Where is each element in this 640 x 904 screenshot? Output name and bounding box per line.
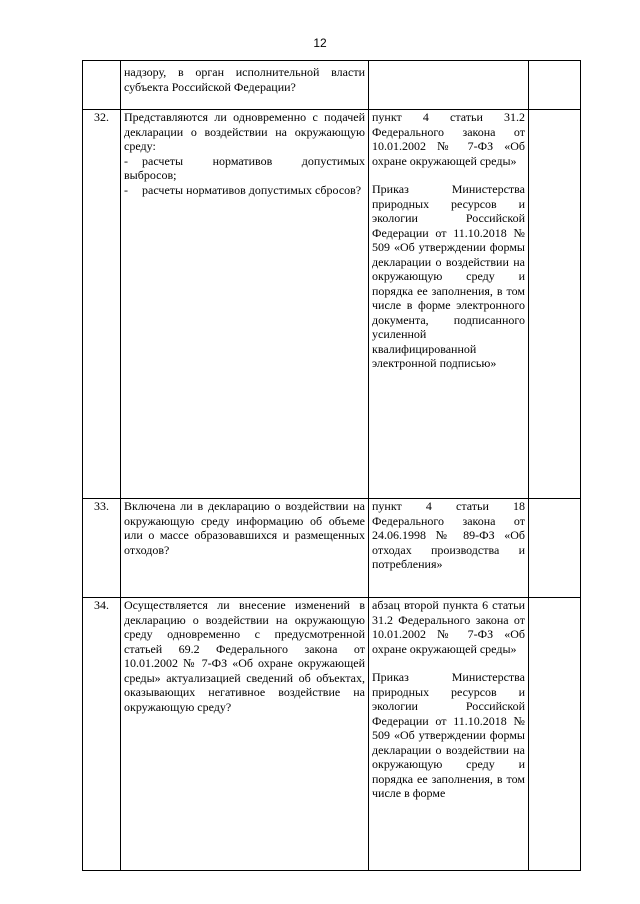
table-row xyxy=(83,110,581,499)
row-number: 32. xyxy=(83,110,121,499)
reference-cell xyxy=(369,598,529,871)
extra-cell xyxy=(529,499,581,598)
reference-text: пункт 4 статьи 18 Федерального закона от 24.06.1998 № 89-ФЗ «Об отходах производства и потребления» xyxy=(372,499,525,571)
question-cell xyxy=(121,110,369,499)
list-item: - расчеты нормативов допустимых выбросов; xyxy=(124,153,365,182)
extra-cell xyxy=(529,61,581,110)
question-text: надзору, в орган исполнительной власти субъекта Российской Федерации? xyxy=(124,65,365,94)
question-cell xyxy=(121,499,369,598)
table-row xyxy=(83,598,581,871)
reference-text: пункт 4 статьи 31.2 Федерального закона от 10.01.2002 № 7-ФЗ «Об охране окружающей среды» xyxy=(372,110,525,168)
reference-cell xyxy=(369,499,529,598)
row-number-cell xyxy=(83,61,121,110)
page-number: 12 xyxy=(313,36,327,50)
list-item: - расчеты нормативов допустимых сбросов? xyxy=(124,182,362,197)
question-text: Представляются ли одновременно с подачей декларации о воздействии на окружающую среду: xyxy=(124,110,365,153)
reference-cell xyxy=(369,110,529,499)
reference-text: абзац второй пункта 6 статьи 31.2 Федерального закона от 10.01.2002 № 7-ФЗ «Об охране окружающей среды» xyxy=(372,598,525,656)
question-cell xyxy=(121,61,369,110)
row-number: 34. xyxy=(83,598,121,871)
reference-text: Приказ Министерства природных ресурсов и экологии Российской Федерации от 11.10.2018 № 509 «Об утверждении формы декларации о воздействии на окружающую среду и порядка ее заполнения, в том числе в форме xyxy=(372,670,525,800)
checklist-table xyxy=(82,60,581,871)
reference-text: Приказ Министерства природных ресурсов и экологии Российской Федерации от 11.10.2018 № 509 «Об утверждении формы декларации о воздействии на окружающую среду и порядка ее заполнения, в том числе в форме электронного документа, подписанного усиленной квалифицированной электронной подписью» xyxy=(372,182,525,370)
question-text: Включена ли в декларацию о воздействии на окружающую среду информацию об объеме или о массе образовавшихся и размещенных отходов? xyxy=(124,499,365,557)
question-cell xyxy=(121,598,369,871)
table-row xyxy=(83,61,581,110)
question-text: Осуществляется ли внесение изменений в декларацию о воздействии на окружающую среду одновременно с предусмотренной статьей 69.2 Федерального закона от 10.01.2002 № 7-ФЗ «Об охране окружающей среды» актуализацией сведений об объектах, оказывающих негативное воздействие на окружающую среду? xyxy=(124,598,365,714)
reference-cell xyxy=(369,61,529,110)
table-row xyxy=(83,499,581,598)
row-number: 33. xyxy=(83,499,121,598)
extra-cell xyxy=(529,598,581,871)
extra-cell xyxy=(529,110,581,499)
